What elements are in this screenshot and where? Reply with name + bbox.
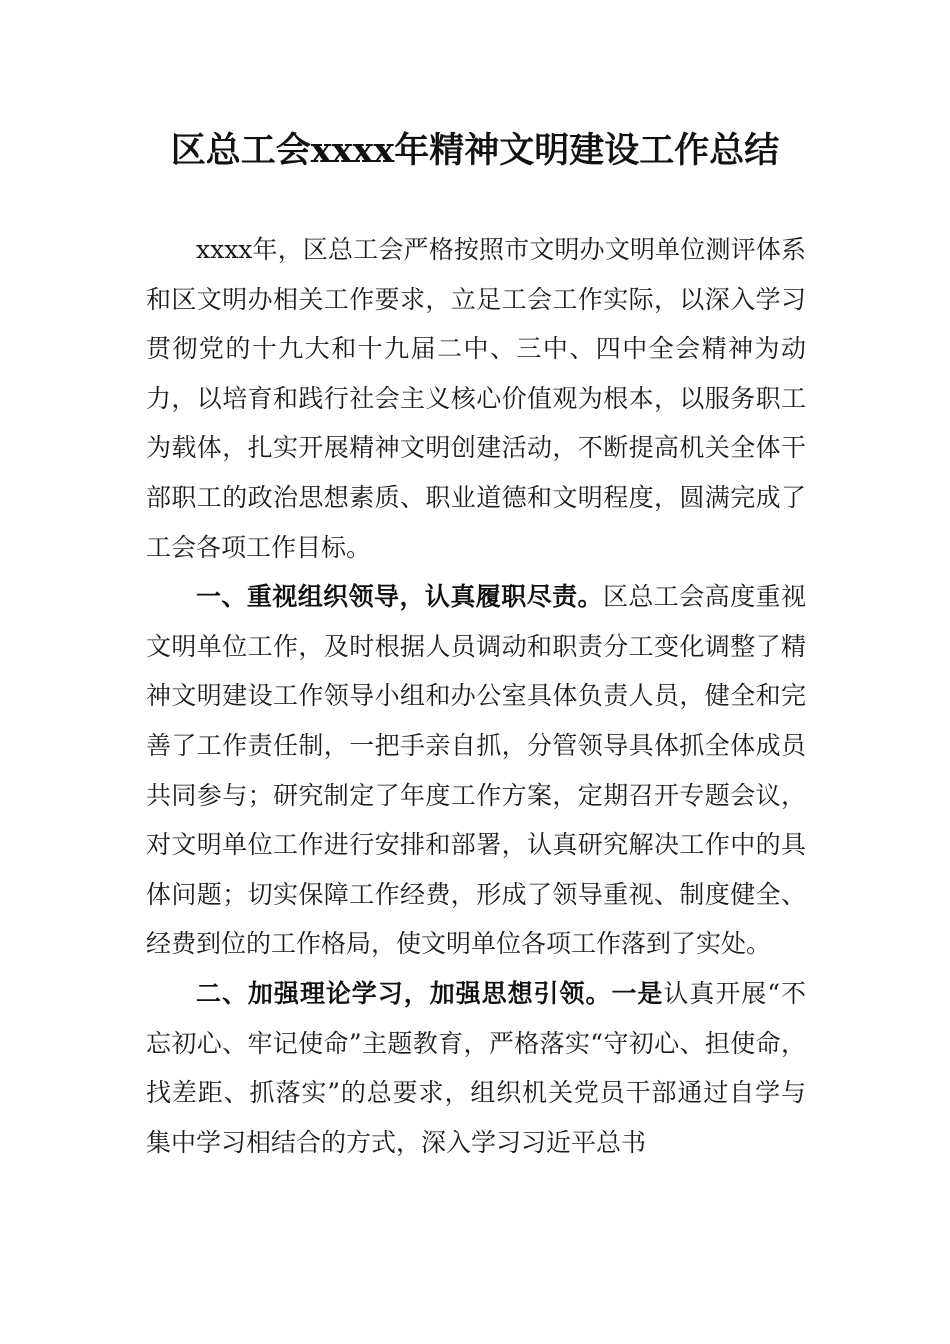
section-heading: 二、加强理论学习，加强思想引领。一是 — [196, 978, 664, 1008]
section-heading: 一、重视组织领导，认真履职尽责。 — [196, 582, 603, 612]
paragraph-text: 区总工会高度重视文明单位工作，及时根据人员调动和职责分工变化调整了精神文明建设工作领导小组和办公室具体负责人员，健全和完善了工作责任制，一把手亲自抓，分管领导具体抓全体成员共同参与；研究制定了年度工作方案，定期召开专题会议，对文明单位工作进行安排和部署，认真研究解决工作中的具体问题；切实保障工作经费，形成了领导重视、制度健全、经费到位的工作格局，使文明单位各项工作落到了实处。 — [146, 582, 806, 959]
document-title: 区总工会xxxx年精神文明建设工作总结 — [170, 130, 780, 171]
paragraph-section-1 — [146, 572, 806, 969]
paragraph-text: xxxx年，区总工会严格按照市文明办文明单位测评体系和区文明办相关工作要求，立足工会工作实际，以深入学习贯彻党的十九大和十九届二中、三中、四中全会精神为动力，以培育和践行社会主义核心价值观为根本，以服务职工为载体，扎实开展精神文明创建活动，不断提高机关全体干部职工的政治思想素质、职业道德和文明程度，圆满完成了工会各项工作目标。 — [146, 235, 806, 562]
document-body — [146, 225, 806, 1167]
paragraph-text: 认真开展“不忘初心、牢记使命”主题教育，严格落实“守初心、担使命，找差距、抓落实”的总要求，组织机关党员干部通过自学与集中学习相结合的方式，深入学习习近平总书 — [146, 978, 806, 1157]
paragraph-section-2 — [146, 969, 806, 1167]
paragraph-intro — [146, 225, 806, 572]
